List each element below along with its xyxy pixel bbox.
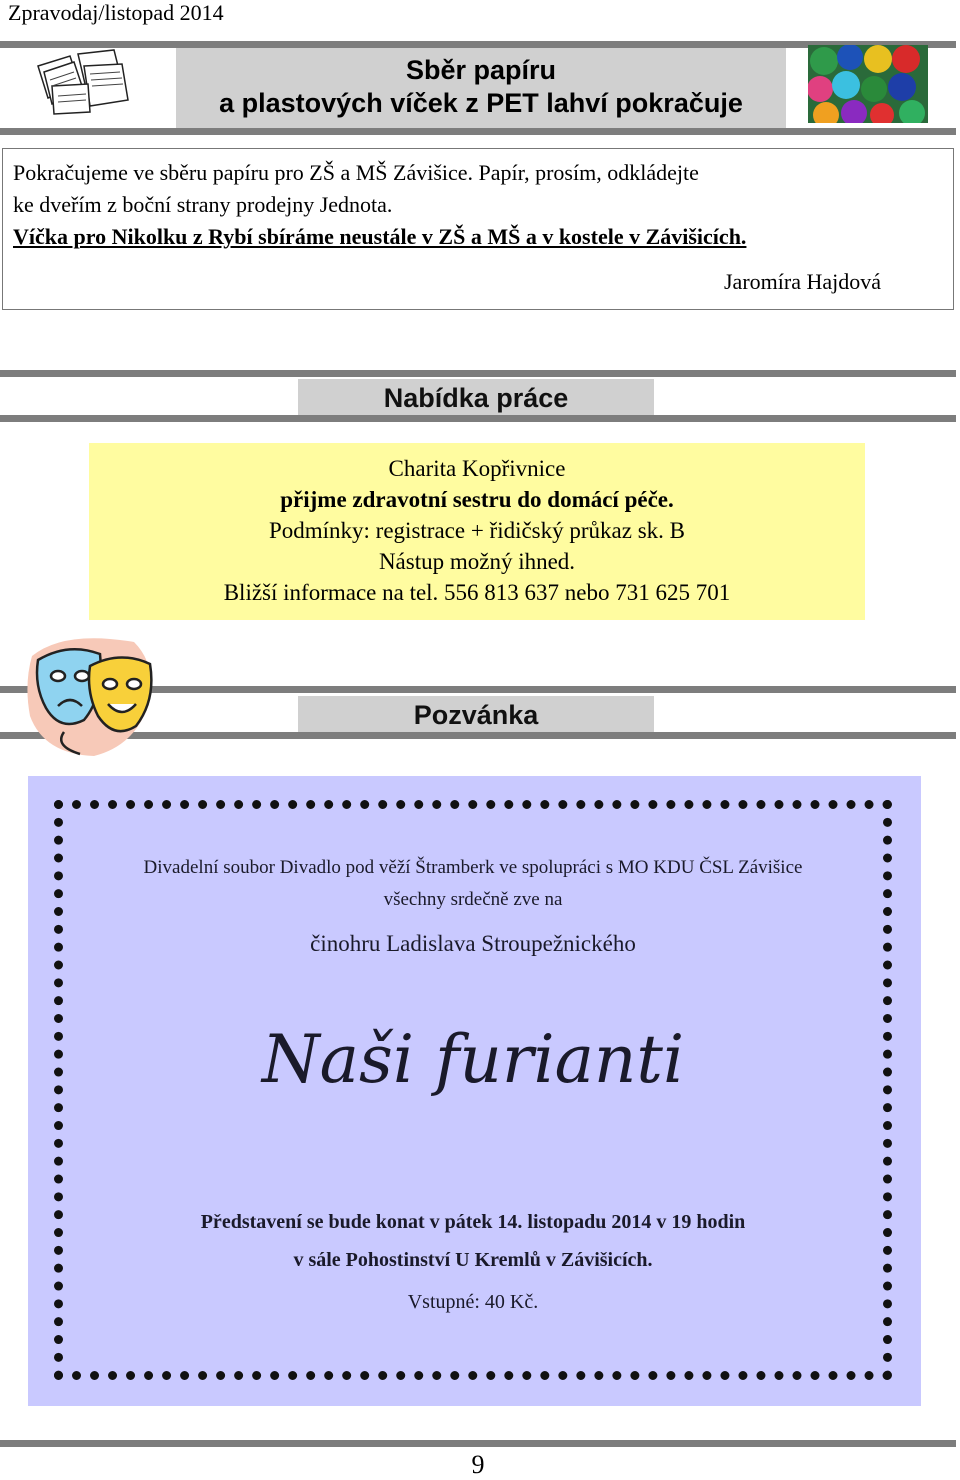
poster-line6: Vstupné: 40 Kč. bbox=[407, 1291, 539, 1313]
invite-section-title: Pozvánka bbox=[298, 696, 654, 732]
article-title-line2: a plastových víček z PET lahví pokračuje bbox=[219, 88, 743, 118]
paper-stack-icon bbox=[30, 46, 134, 118]
poster-play-title: Naši furianti bbox=[261, 1021, 685, 1098]
job-line4: Nástup možný ihned. bbox=[378, 549, 576, 574]
job-line5: Bližší informace na tel. 556 813 637 nebo 731 625 701 bbox=[223, 580, 731, 605]
article-title-box bbox=[176, 48, 786, 128]
invitation-poster-frame bbox=[54, 800, 892, 1380]
poster-line3: činohru Ladislava Stroupežnického bbox=[310, 931, 636, 956]
poster-line2: všechny srdečně zve na bbox=[383, 889, 563, 910]
article-author: Jaromíra Hajdová bbox=[724, 269, 881, 294]
article-paragraph-line3: Víčka pro Nikolku z Rybí sbíráme neustále v ZŠ a MŠ a v kostele v Závišicích. bbox=[13, 224, 747, 249]
article-paragraph-line1: Pokračujeme ve sběru papíru pro ZŠ a MŠ Závišice. Papír, prosím, odkládejte bbox=[13, 160, 699, 185]
bottle-caps-icon bbox=[808, 45, 928, 123]
poster-line5: v sále Pohostinství U Kremlů v Závišicích. bbox=[293, 1249, 653, 1271]
article-paragraph-line2: ke dveřím z boční strany prodejny Jednota. bbox=[13, 192, 393, 217]
job-section-title: Nabídka práce bbox=[298, 379, 654, 415]
job-offer-box bbox=[89, 443, 865, 620]
section-rule bbox=[0, 415, 956, 422]
job-line2: přijme zdravotní sestru do domácí péče. bbox=[280, 487, 674, 512]
section-rule bbox=[0, 370, 956, 377]
theater-masks-icon bbox=[24, 636, 164, 760]
article-body-box bbox=[2, 148, 954, 310]
job-line1: Charita Kopřivnice bbox=[388, 456, 566, 481]
page-number: 9 bbox=[471, 1450, 485, 1479]
section-rule bbox=[0, 128, 956, 135]
job-line3: Podmínky: registrace + řidičský průkaz sk. B bbox=[268, 518, 686, 543]
article-title-line1: Sběr papíru bbox=[405, 55, 557, 85]
poster-line1: Divadelní soubor Divadlo pod věží Štramberk ve spolupráci s MO KDU ČSL Závišice bbox=[143, 857, 803, 878]
poster-line4: Představení se bude konat v pátek 14. listopadu 2014 v 19 hodin bbox=[200, 1211, 746, 1233]
newsletter-header-title: Zpravodaj/listopad 2014 bbox=[8, 0, 224, 25]
footer-rule bbox=[0, 1440, 956, 1447]
